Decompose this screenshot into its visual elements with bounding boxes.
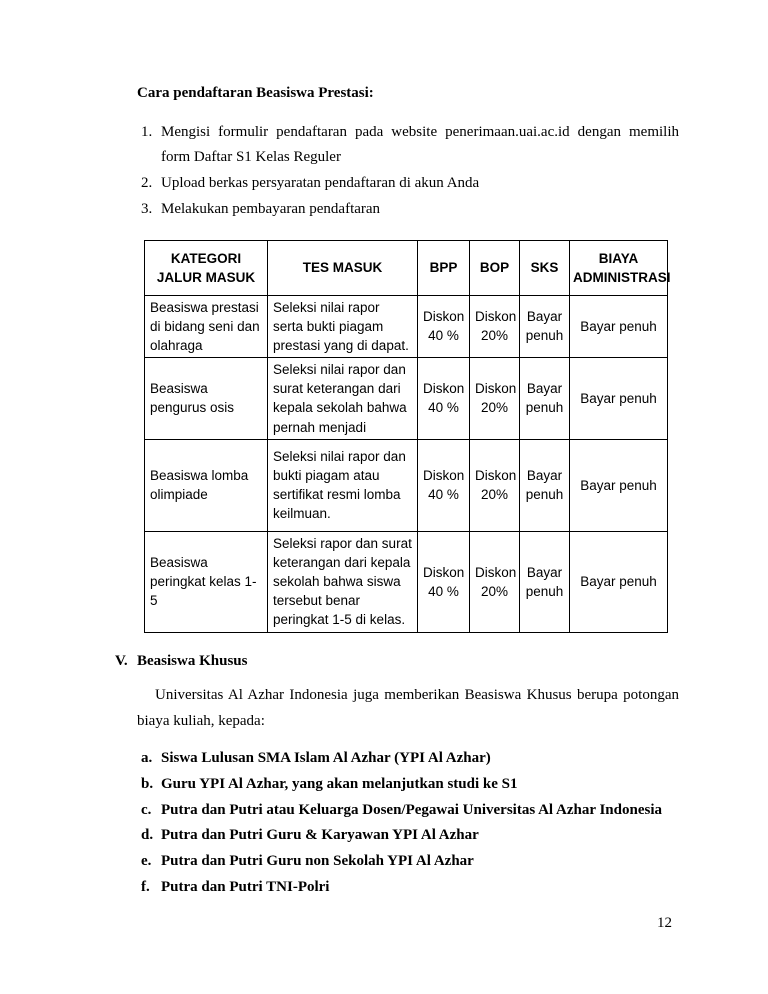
- list-item-text: Melakukan pembayaran pendaftaran: [161, 200, 381, 217]
- special-scholarship-list: [137, 746, 679, 901]
- table-cell: Seleksi nilai rapor dan bukti piagam atau sertifikat resmi lomba keilmuan.: [268, 439, 418, 531]
- table-cell: Bayar penuh: [570, 295, 668, 357]
- table-cell: Bayar penuh: [520, 295, 570, 357]
- section-v-heading: [115, 653, 679, 670]
- table-cell: Diskon 20%: [470, 439, 520, 531]
- table-row: [145, 358, 668, 440]
- list-item: [141, 120, 679, 172]
- page-content: [115, 84, 679, 901]
- table-cell: Diskon 20%: [470, 358, 520, 440]
- table-header-cell: BIAYA ADMINISTRASI: [570, 240, 668, 295]
- table-row: [145, 439, 668, 531]
- table-header-row: [145, 240, 668, 295]
- table-cell: Seleksi nilai rapor serta bukti piagam prestasi yang di dapat.: [268, 295, 418, 357]
- table-cell: Bayar penuh: [570, 358, 668, 440]
- section-numeral: V.: [115, 652, 128, 669]
- table-cell: Seleksi rapor dan surat keterangan dari kepala sekolah bahwa siswa tersebut benar peringkat 1-5 di kelas.: [268, 531, 418, 632]
- list-item: [141, 197, 679, 223]
- list-item-text: Putra dan Putri Guru non Sekolah YPI Al Azhar: [161, 853, 474, 870]
- table-cell: Diskon 40 %: [418, 295, 470, 357]
- list-item-number: 1.: [141, 123, 153, 140]
- table-cell: Bayar penuh: [570, 531, 668, 632]
- list-item: [141, 798, 679, 824]
- page-number: 12: [657, 915, 672, 931]
- section-title: Beasiswa Khusus: [137, 652, 248, 669]
- section-heading: Cara pendaftaran Beasiswa Prestasi:: [137, 85, 374, 101]
- table-cell: Beasiswa pengurus osis: [145, 358, 268, 440]
- list-item-letter: a.: [141, 750, 153, 767]
- list-item: [141, 875, 679, 901]
- table-cell: Beasiswa prestasi di bidang seni dan olahraga: [145, 295, 268, 357]
- table-cell: Bayar penuh: [520, 439, 570, 531]
- scholarship-table: [144, 240, 671, 633]
- table-cell: Diskon 40 %: [418, 531, 470, 632]
- list-item-text: Putra dan Putri Guru & Karyawan YPI Al Azhar: [161, 827, 479, 844]
- table-cell: Diskon 20%: [470, 531, 520, 632]
- section-paragraph: Universitas Al Azhar Indonesia juga memberikan Beasiswa Khusus berupa potongan biaya kuliah, kepada:: [137, 686, 679, 729]
- table-cell: Bayar penuh: [570, 439, 668, 531]
- table-row: [145, 531, 668, 632]
- table-header-cell: BOP: [470, 240, 520, 295]
- list-item-text: Guru YPI Al Azhar, yang akan melanjutkan studi ke S1: [161, 775, 518, 792]
- list-item-number: 2.: [141, 175, 153, 192]
- table-header-cell: TES MASUK: [268, 240, 418, 295]
- list-item: [141, 849, 679, 875]
- table-header-cell: SKS: [520, 240, 570, 295]
- list-item-text: Siswa Lulusan SMA Islam Al Azhar (YPI Al Azhar): [161, 750, 491, 767]
- list-item-text: Putra dan Putri TNI-Polri: [161, 879, 330, 896]
- table-cell: Bayar penuh: [520, 531, 570, 632]
- table-cell: Diskon 20%: [470, 295, 520, 357]
- list-item-text: Putra dan Putri atau Keluarga Dosen/Pegawai Universitas Al Azhar Indonesia: [161, 801, 662, 818]
- table-cell: Seleksi nilai rapor dan surat keterangan dari kepala sekolah bahwa pernah menjadi: [268, 358, 418, 440]
- list-item-letter: f.: [141, 879, 150, 896]
- table-header-cell: KATEGORI JALUR MASUK: [145, 240, 268, 295]
- list-item-letter: c.: [141, 801, 152, 818]
- list-item-letter: e.: [141, 853, 152, 870]
- list-item-letter: d.: [141, 827, 154, 844]
- registration-steps-list: [137, 120, 679, 223]
- list-item: [141, 171, 679, 197]
- table-row: [145, 295, 668, 357]
- list-item-number: 3.: [141, 200, 153, 217]
- table-header-cell: BPP: [418, 240, 470, 295]
- list-item-text: Mengisi formulir pendaftaran pada website penerimaan.uai.ac.id dengan memilih form Daftar S1 Kelas Reguler: [161, 123, 679, 166]
- table-cell: Bayar penuh: [520, 358, 570, 440]
- list-item: [141, 823, 679, 849]
- list-item: [141, 772, 679, 798]
- table-cell: Beasiswa lomba olimpiade: [145, 439, 268, 531]
- table-cell: Diskon 40 %: [418, 439, 470, 531]
- list-item-letter: b.: [141, 775, 154, 792]
- list-item: [141, 746, 679, 772]
- table-cell: Diskon 40 %: [418, 358, 470, 440]
- list-item-text: Upload berkas persyaratan pendaftaran di akun Anda: [161, 175, 480, 192]
- table-cell: Beasiswa peringkat kelas 1-5: [145, 531, 268, 632]
